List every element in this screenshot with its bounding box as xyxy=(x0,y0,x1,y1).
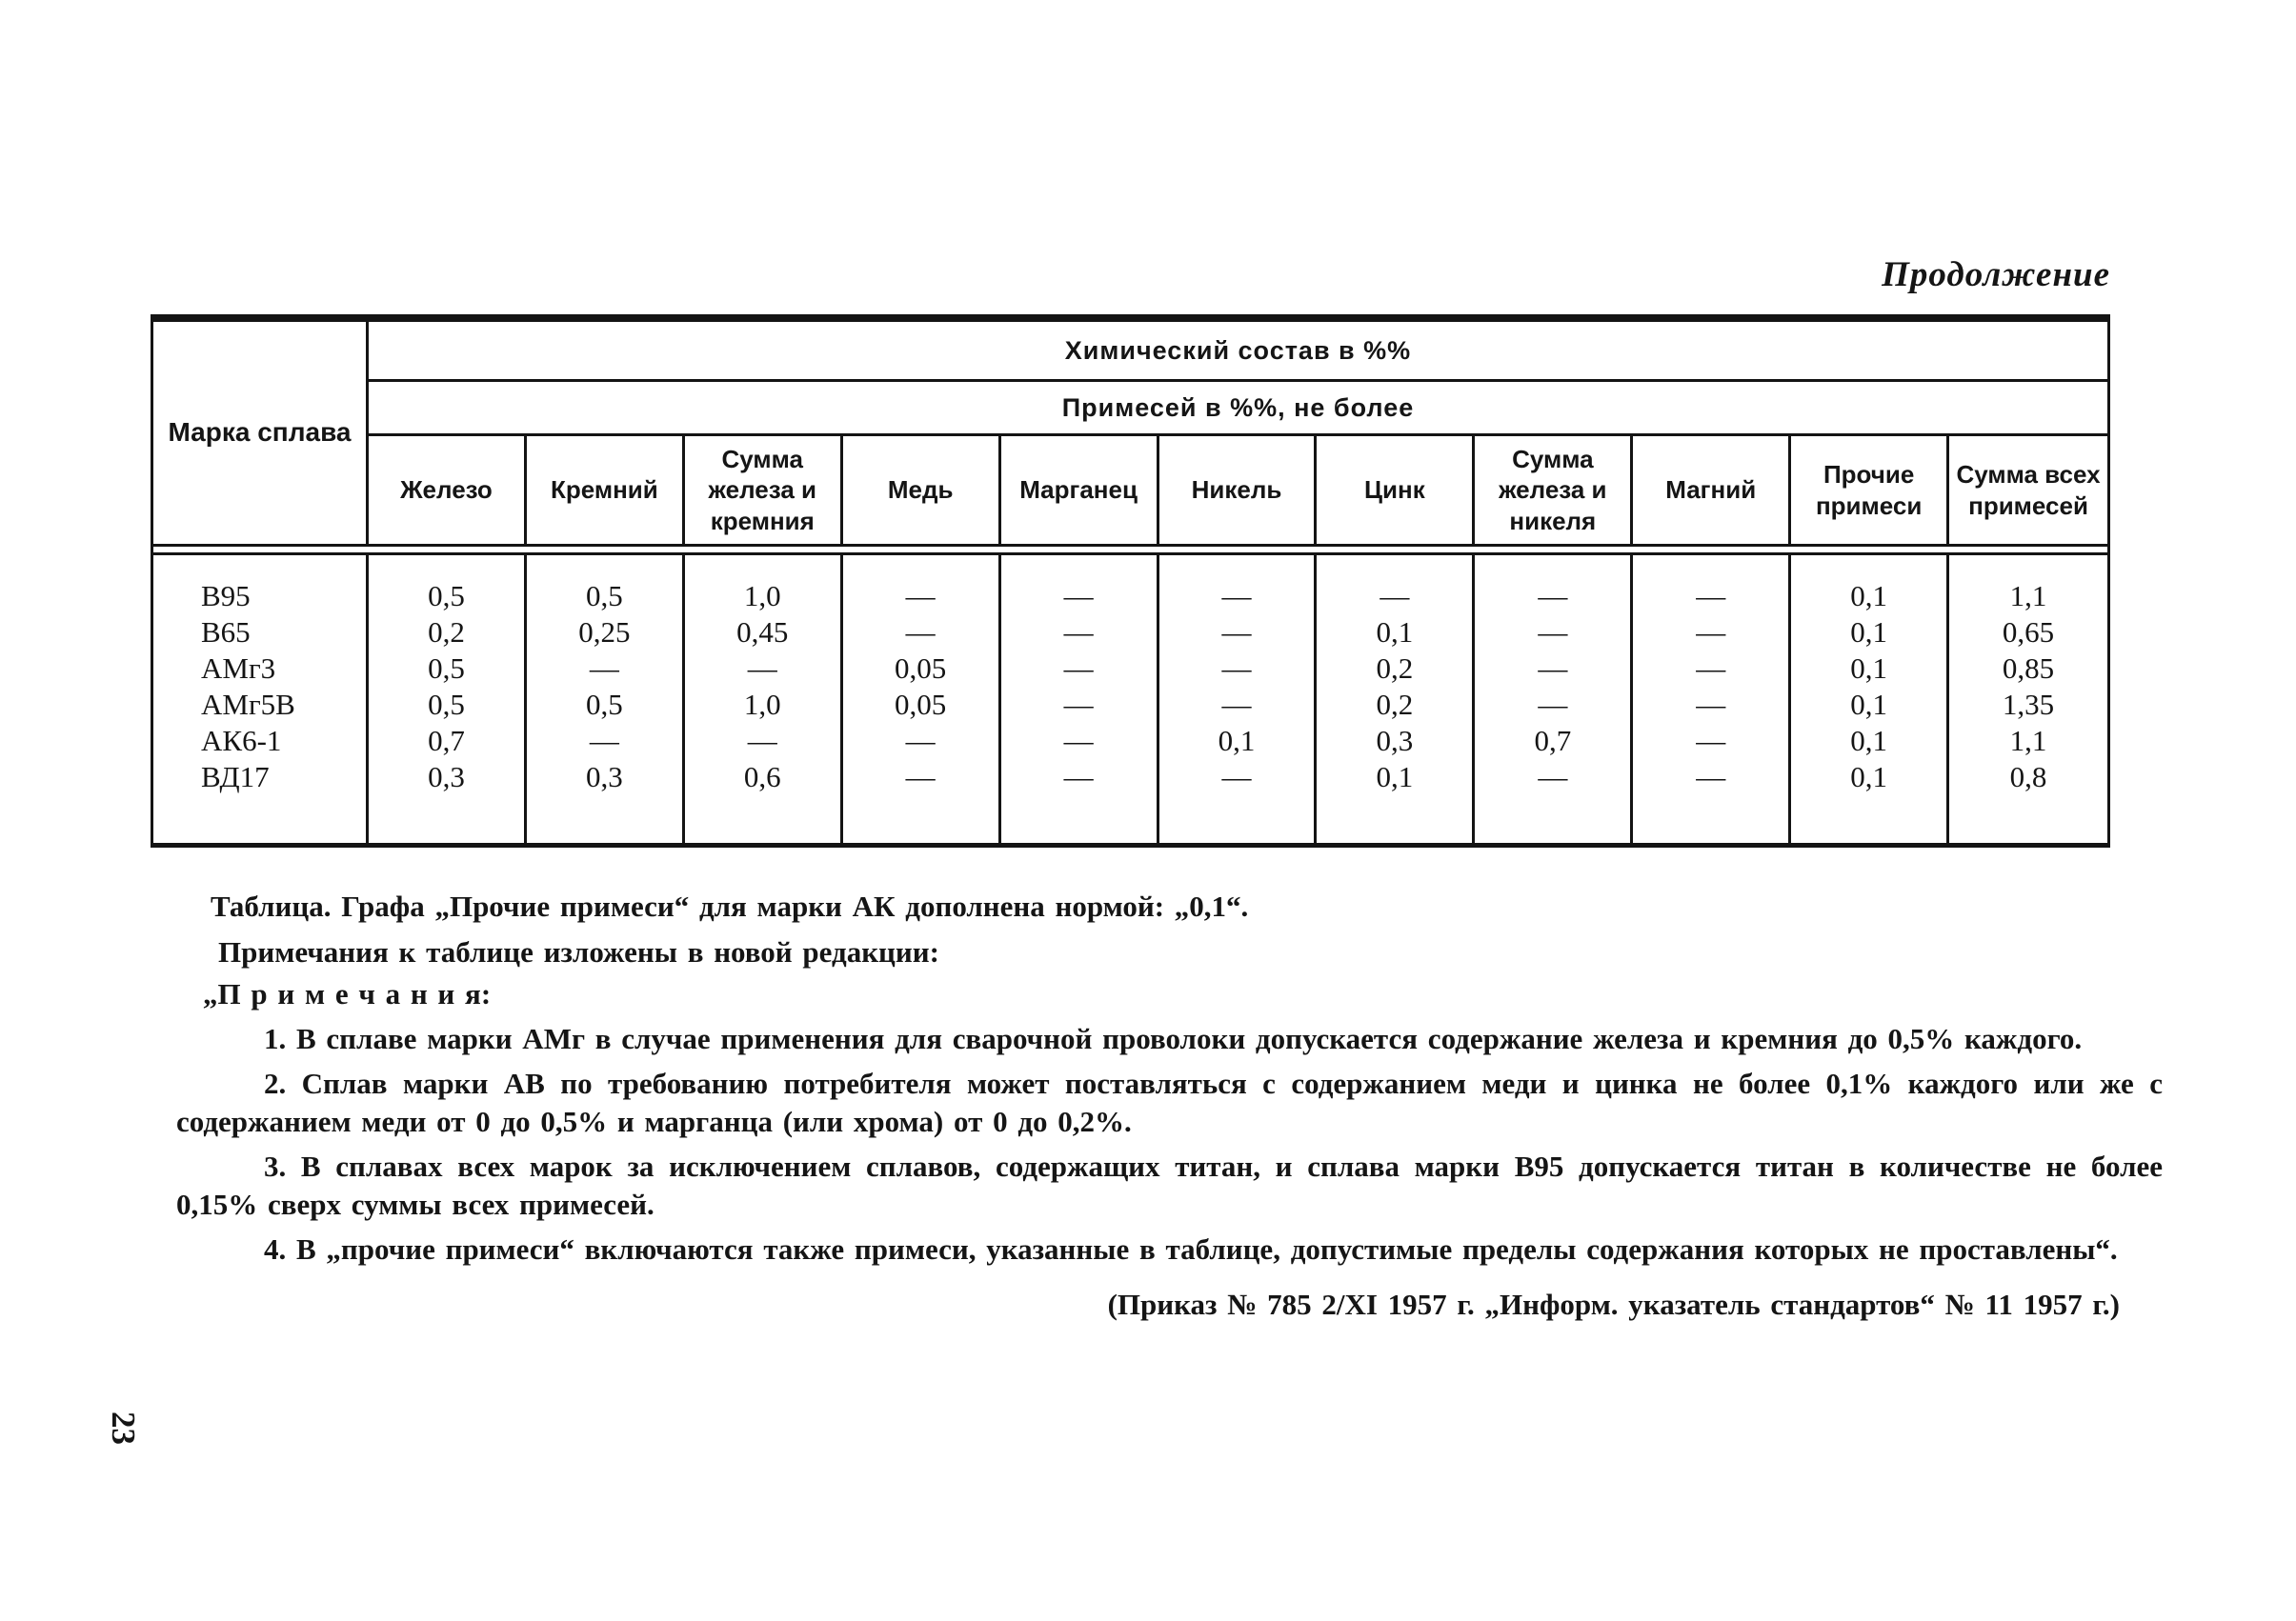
alloy-name: АК6-1 xyxy=(201,724,282,757)
table-cell: — xyxy=(1538,615,1568,649)
table-cell: 0,1 xyxy=(1218,724,1256,757)
table-cell: — xyxy=(1221,579,1252,612)
column-header-zinc: Цинк xyxy=(1317,436,1475,544)
table-cell: 0,2 xyxy=(1376,688,1414,721)
alloy-name: В65 xyxy=(201,615,251,649)
table-cell: 1,0 xyxy=(743,579,781,612)
zinc-column xyxy=(1317,555,1475,843)
column-header-copper: Медь xyxy=(843,436,1001,544)
iron-column xyxy=(369,555,527,843)
table-cell: 0,25 xyxy=(578,615,631,649)
total-impurities-column xyxy=(1949,555,2107,843)
table-cell: 0,5 xyxy=(585,688,623,721)
table-cell: 0,85 xyxy=(2002,651,2055,685)
table-cell: 1,1 xyxy=(2009,724,2047,757)
table-cell: — xyxy=(1696,688,1726,721)
table-cell: 1,0 xyxy=(743,688,781,721)
column-header-total-impurities: Сумма всех примесей xyxy=(1956,460,2101,520)
column-header-manganese: Марганец xyxy=(1001,436,1159,544)
table-cell: — xyxy=(905,724,936,757)
table-cell: 0,3 xyxy=(1376,724,1414,757)
table-cell: 0,5 xyxy=(428,651,465,685)
table-cell: — xyxy=(1063,615,1094,649)
table-cell: — xyxy=(1063,688,1094,721)
table-cell: 0,1 xyxy=(1850,724,1887,757)
alloy-impurities-table xyxy=(151,314,2110,848)
table-cell: 0,3 xyxy=(585,760,623,793)
note-item-2: 2. Сплав марки АВ по требованию потребителя может поставляться с содержанием меди и цинка не более 0,1% каждого или же с содержанием меди от 0 до 0,5% и марганца (или хрома) от 0 до 0,2%. xyxy=(176,1067,2163,1138)
table-cell: — xyxy=(1063,760,1094,793)
table-cell: — xyxy=(1221,760,1252,793)
table-cell: 1,35 xyxy=(2002,688,2055,721)
table-cell: 0,8 xyxy=(2009,760,2047,793)
other-impurities-column xyxy=(1791,555,1949,843)
alloy-name: АМг5В xyxy=(201,688,295,721)
table-cell: — xyxy=(1063,579,1094,612)
table-cell: — xyxy=(905,760,936,793)
table-cell: — xyxy=(1221,615,1252,649)
table-cell: — xyxy=(1696,724,1726,757)
table-cell: — xyxy=(1696,615,1726,649)
table-cell: — xyxy=(1538,579,1568,612)
table-cell: 0,65 xyxy=(2002,615,2055,649)
table-cell: 0,1 xyxy=(1850,579,1887,612)
table-cell: 0,1 xyxy=(1850,651,1887,685)
column-header-iron: Железо xyxy=(369,436,527,544)
table-cell: — xyxy=(905,615,936,649)
iron-nickel-sum-column xyxy=(1475,555,1633,843)
table-cell: 0,1 xyxy=(1376,615,1414,649)
table-cell: — xyxy=(1538,651,1568,685)
column-header-other-impurities: Прочие примеси xyxy=(1791,436,1949,544)
magnesium-column xyxy=(1633,555,1791,843)
table-cell: 0,1 xyxy=(1850,688,1887,721)
note-item-1: 1. В сплаве марки АМг в случае применения для сварочной проволоки допускается содержание железа и кремния до 0,5% каждого. xyxy=(264,1022,2083,1055)
alloy-name-column xyxy=(153,555,369,843)
table-cell: 0,1 xyxy=(1376,760,1414,793)
table-cell: — xyxy=(589,651,619,685)
table-cell: — xyxy=(1696,760,1726,793)
alloy-name: АМг3 xyxy=(201,651,276,685)
table-cell: 0,05 xyxy=(895,688,947,721)
table-cell: 0,45 xyxy=(736,615,789,649)
table-cell: 0,1 xyxy=(1850,615,1887,649)
table-cell: — xyxy=(1063,724,1094,757)
table-cell: 0,6 xyxy=(743,760,781,793)
table-amendment-line: Таблица. Графа „Прочие примеси“ для марки АК дополнена нормой: „0,1“. xyxy=(211,890,1249,923)
order-citation-line: (Приказ № 785 2/XI 1957 г. „Информ. указатель стандартов“ № 11 1957 г.) xyxy=(1107,1288,2120,1321)
notes-section xyxy=(176,874,2163,1324)
table-cell: — xyxy=(747,724,777,757)
column-header-magnesium: Магний xyxy=(1633,436,1791,544)
nickel-column xyxy=(1159,555,1318,843)
table-cell: 1,1 xyxy=(2009,579,2047,612)
table-cell: — xyxy=(905,579,936,612)
silicon-column xyxy=(527,555,685,843)
table-cell: 0,05 xyxy=(895,651,947,685)
table-corner-header: Марка сплава xyxy=(153,322,369,544)
alloy-name: В95 xyxy=(201,579,251,612)
notes-revision-line: Примечания к таблице изложены в новой редакции: xyxy=(218,935,939,969)
note-item-3: 3. В сплавах всех марок за исключением сплавов, содержащих титан, и сплава марки В95 допускается титан в количестве не более 0,15% сверх суммы всех примесей. xyxy=(176,1150,2163,1221)
group-header-chemical-composition: Химический состав в %% xyxy=(369,322,2107,382)
table-cell: — xyxy=(1380,579,1410,612)
alloy-name: ВД17 xyxy=(201,760,270,793)
table-cell: — xyxy=(1063,651,1094,685)
column-header-iron-silicon-sum: Сумма железа и кремния xyxy=(685,436,843,544)
page-number: 23 xyxy=(105,1411,142,1445)
table-cell: 0,3 xyxy=(428,760,465,793)
table-cell: 0,7 xyxy=(428,724,465,757)
iron-silicon-sum-column xyxy=(685,555,843,843)
group-header-impurities-max: Примесей в %%, не более xyxy=(369,382,2107,436)
continuation-label: Продолжение xyxy=(1882,255,2110,294)
table-cell: 0,5 xyxy=(428,579,465,612)
table-cell: 0,5 xyxy=(585,579,623,612)
table-cell: — xyxy=(1696,651,1726,685)
table-cell: 0,2 xyxy=(1376,651,1414,685)
table-cell: 0,2 xyxy=(428,615,465,649)
manganese-column xyxy=(1001,555,1159,843)
table-cell: — xyxy=(1538,688,1568,721)
table-cell: 0,7 xyxy=(1534,724,1572,757)
header-body-double-rule xyxy=(153,544,2107,555)
table-cell: 0,1 xyxy=(1850,760,1887,793)
table-cell: — xyxy=(589,724,619,757)
table-cell: — xyxy=(1221,688,1252,721)
table-cell: 0,5 xyxy=(428,688,465,721)
notes-heading: „П р и м е ч а н и я: xyxy=(203,977,492,1011)
table-cell: — xyxy=(747,651,777,685)
table-cell: — xyxy=(1221,651,1252,685)
column-header-silicon: Кремний xyxy=(527,436,685,544)
table-cell: — xyxy=(1696,579,1726,612)
column-header-iron-nickel-sum: Сумма железа и никеля xyxy=(1475,436,1633,544)
table-cell: — xyxy=(1538,760,1568,793)
copper-column xyxy=(843,555,1001,843)
note-item-4: 4. В „прочие примеси“ включаются также примеси, указанные в таблице, допустимые пределы содержания которых не проставлены“. xyxy=(264,1232,2118,1266)
column-header-nickel: Никель xyxy=(1159,436,1318,544)
